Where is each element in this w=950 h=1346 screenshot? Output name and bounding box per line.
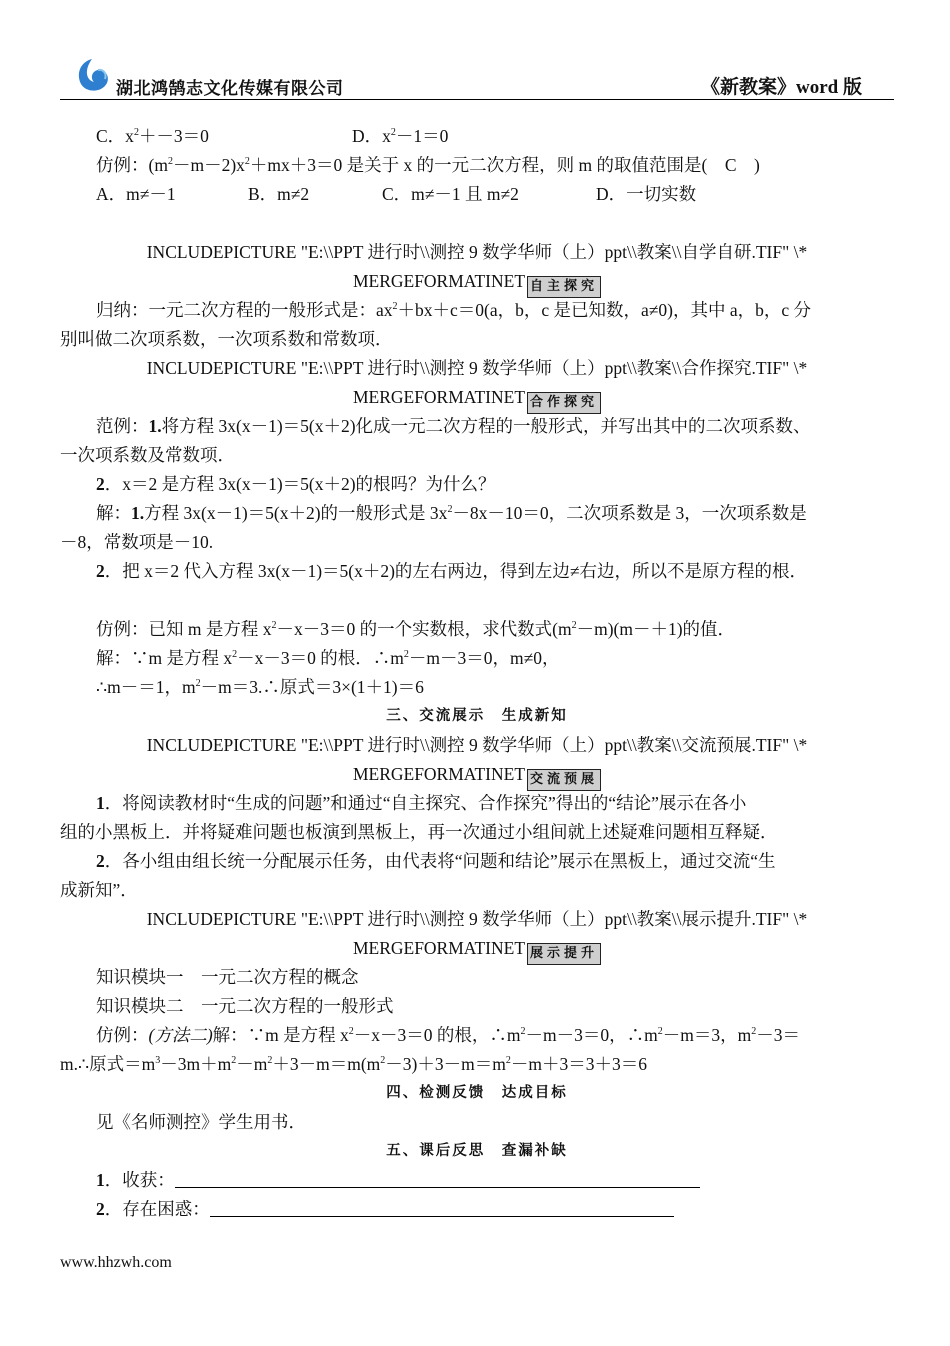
section-heading-5: 五、课后反思 查漏补缺 xyxy=(386,1143,568,1159)
practice-question: 仿例：已知 m 是方程 $x^2-x-3=0$ 的一个实数根，求代数式$(m^2-m)(m-+1)$的值． xyxy=(96,619,736,639)
option-c2: C．m≠－1 且 m≠2 xyxy=(382,184,519,204)
solution-line-3: 2．把 x＝2 代入方程 3x(x－1)＝5(x＋2)的左右两边，得到左边≠右边，所以不是原方程的根． xyxy=(96,561,808,581)
document-title: 《新教案》word 版 xyxy=(701,77,862,98)
merge-field-1: MERGEFORMATINET 自主探究 xyxy=(60,267,894,296)
badge-show-improve: 展示提升 xyxy=(527,943,601,965)
option-line-abcd xyxy=(60,180,894,209)
company-logo-icon xyxy=(72,56,112,96)
method-two-line-2: m.∴原式$=m^3-3m+m^2-m^2+3-m=m(m^2-3)+3-m=m^2-m+3=3+3=6$ xyxy=(60,1054,647,1074)
confusion-blank[interactable] xyxy=(210,1196,674,1217)
paragraph-2-cont: 成新知”． xyxy=(60,880,138,900)
header-rule xyxy=(60,99,894,100)
include-field-4: INCLUDEPICTURE "E:\\PPT 进行时\\测控 9 数学华师（上）ppt\\教案\\展示提升.TIF" \* xyxy=(146,909,808,929)
page-header xyxy=(60,56,894,100)
solution-line-2: －8，常数项是－10. xyxy=(60,532,214,552)
include-field-3: INCLUDEPICTURE "E:\\PPT 进行时\\测控 9 数学华师（上）ppt\\教案\\交流预展.TIF" \* xyxy=(146,735,808,755)
sample-line-1: 范例：1.将方程 3x(x－1)＝5(x＋2)化成一元二次方程的一般形式，并写出其中的二次项系数、 xyxy=(96,416,811,436)
badge-exchange-preview: 交流预展 xyxy=(527,769,601,791)
section-heading-3: 三、交流展示 生成新知 xyxy=(386,708,568,724)
gain-blank[interactable] xyxy=(175,1167,700,1188)
paragraph-1-cont: 组的小黑板上．并将疑难问题也板演到黑板上，再一次通过小组间就上述疑难问题相互释疑． xyxy=(60,822,778,842)
example-question: 仿例：$(m^2-m-2)x^2+mx+3=0$ 是关于 x 的一元二次方程，则 m 的取值范围是( C ) xyxy=(96,155,760,175)
section-heading-4: 四、检测反馈 达成目标 xyxy=(386,1085,568,1101)
practice-solution-2: ∴m－＝1，$m^2-m=3.\therefore$原式＝3×(1＋1)＝6 xyxy=(96,677,424,697)
option-d2: D．一切实数 xyxy=(596,184,697,204)
sample-line-2: 一次项系数及常数项． xyxy=(60,445,235,465)
option-d: D．$x^2-1=0$ xyxy=(352,126,449,146)
reflection-confusion: 2．存在困惑： xyxy=(60,1195,894,1224)
paragraph-1: 1．将阅读教材时“生成的问题”和通过“自主探究、合作探究”得出的“结论”展示在各小 xyxy=(96,793,747,813)
solution-line-1: 解：1.方程 3x(x－1)＝5(x＋2)的一般形式是 $3x^2-8x-10=0$，二次项系数是 3，一次项系数是 xyxy=(96,503,807,523)
company-name: 湖北鸿鹄志文化传媒有限公司 xyxy=(116,79,344,99)
document-body xyxy=(60,122,894,1224)
summary-line-1: 归纳：一元二次方程的一般形式是：$ax^2+bx+c=0(a$，b，c 是已知数，a≠0)，其中 a，b，c 分 xyxy=(96,300,812,320)
badge-self-explore: 自主探究 xyxy=(527,276,601,298)
merge-field-3: MERGEFORMATINET 交流预展 xyxy=(60,760,894,789)
practice-solution-1: 解：∵m 是方程 $x^2-x-3=0$ 的根．$\therefore m^2-m-3=0$，m≠0， xyxy=(96,648,560,668)
reflection-gain: 1．收获： xyxy=(60,1166,894,1195)
option-b: B．m≠2 xyxy=(248,184,310,204)
method-two-line-1: 仿例：(方法二)解：∵m 是方程 $x^2-x-3=0$ 的根，$\therefore m^2-m-3=0$，$\therefore m^2-m=3$，$m^2-3=$ xyxy=(96,1025,800,1045)
option-a: A．m≠－1 xyxy=(96,184,176,204)
paragraph-2: 2．各小组由组长统一分配展示任务，由代表将“问题和结论”展示在黑板上，通过交流“生 xyxy=(96,851,776,871)
include-field-2: INCLUDEPICTURE "E:\\PPT 进行时\\测控 9 数学华师（上）ppt\\教案\\合作探究.TIF" \* xyxy=(146,358,808,378)
option-line-cd xyxy=(60,122,894,151)
merge-field-2: MERGEFORMATINET 合作探究 xyxy=(60,383,894,412)
knowledge-module-1: 知识模块一 一元二次方程的概念 xyxy=(96,967,359,987)
summary-line-2: 别叫做二次项系数，一次项系数和常数项． xyxy=(60,329,393,349)
reference-line: 见《名师测控》学生用书． xyxy=(96,1112,306,1132)
badge-coop-explore: 合作探究 xyxy=(527,392,601,414)
merge-field-4: MERGEFORMATINET 展示提升 xyxy=(60,934,894,963)
include-field-1: INCLUDEPICTURE "E:\\PPT 进行时\\测控 9 数学华师（上）ppt\\教案\\自学自研.TIF" \* xyxy=(146,242,808,262)
option-c: C．$x^2+-3=0$ xyxy=(96,126,209,146)
knowledge-module-2: 知识模块二 一元二次方程的一般形式 xyxy=(96,996,394,1016)
sample-line-3: 2．x＝2 是方程 3x(x－1)＝5(x＋2)的根吗？为什么？ xyxy=(96,474,496,494)
footer-url: www.hhzwh.com xyxy=(60,1254,172,1271)
